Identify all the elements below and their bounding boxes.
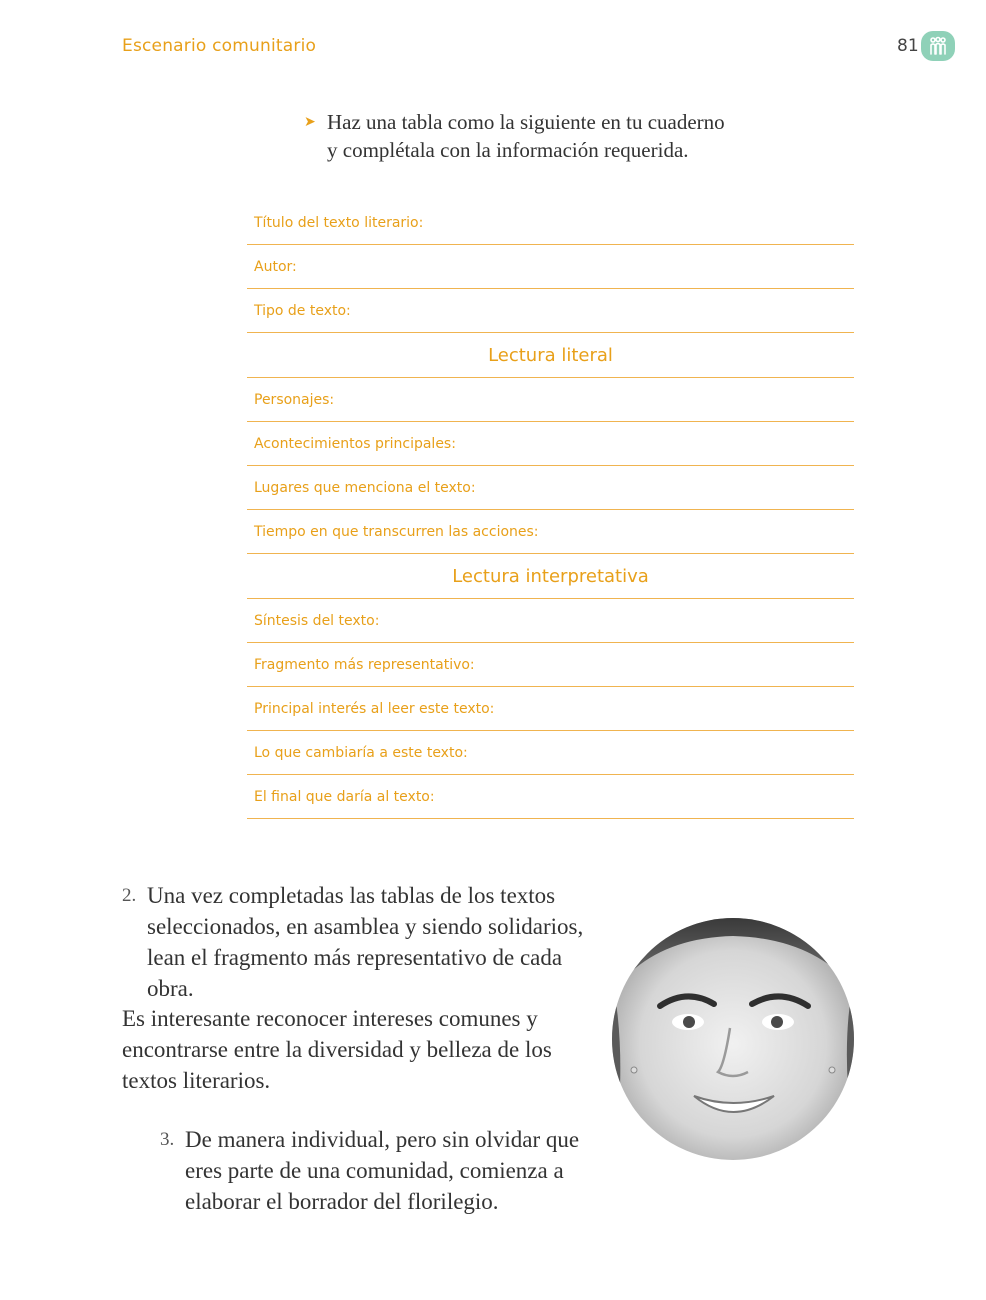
table-row: Principal interés al leer este texto:	[247, 687, 854, 731]
page-number: 81	[897, 36, 919, 56]
step-text: De manera individual, pero sin olvidar que eres parte de una comunidad, comienza a elaborar el borrador del florilegio.	[185, 1127, 580, 1214]
table-row: Personajes:	[247, 378, 854, 422]
step-3	[160, 1124, 610, 1217]
table-row: Acontecimientos principales:	[247, 422, 854, 466]
table-row: Tiempo en que transcurren las acciones:	[247, 510, 854, 554]
table-row: Fragmento más representativo:	[247, 643, 854, 687]
table-section-heading: Lectura interpretativa	[247, 554, 854, 599]
community-people-icon	[921, 31, 955, 61]
worksheet-table	[247, 201, 854, 819]
step-number: 3.	[160, 1129, 175, 1150]
table-row: Lo que cambiaría a este texto:	[247, 731, 854, 775]
instruction-text: Haz una tabla como la siguiente en tu cuaderno y complétala con la información requerida.	[327, 110, 725, 162]
table-row: Tipo de texto:	[247, 289, 854, 333]
instruction	[304, 108, 734, 164]
portrait-photo	[612, 918, 854, 1160]
table-row: Lugares que menciona el texto:	[247, 466, 854, 510]
table-row: El final que daría al texto:	[247, 775, 854, 819]
step-number: 2.	[122, 885, 137, 906]
note-paragraph: Es interesante reconocer intereses comunes y encontrarse entre la diversidad y belleza de los textos literarios.	[122, 1006, 552, 1093]
table-row: Síntesis del texto:	[247, 599, 854, 643]
section-title: Escenario comunitario	[122, 36, 317, 56]
table-section-heading: Lectura literal	[247, 333, 854, 378]
step-text: Una vez completadas las tablas de los textos seleccionados, en asamblea y siendo solidarios, lean el fragmento más representativo de cada obra.	[147, 883, 584, 1001]
table-row: Autor:	[247, 245, 854, 289]
step-2	[122, 880, 602, 1004]
arrow-bullet-icon: ➤	[304, 115, 316, 130]
table-row: Título del texto literario:	[247, 201, 854, 245]
